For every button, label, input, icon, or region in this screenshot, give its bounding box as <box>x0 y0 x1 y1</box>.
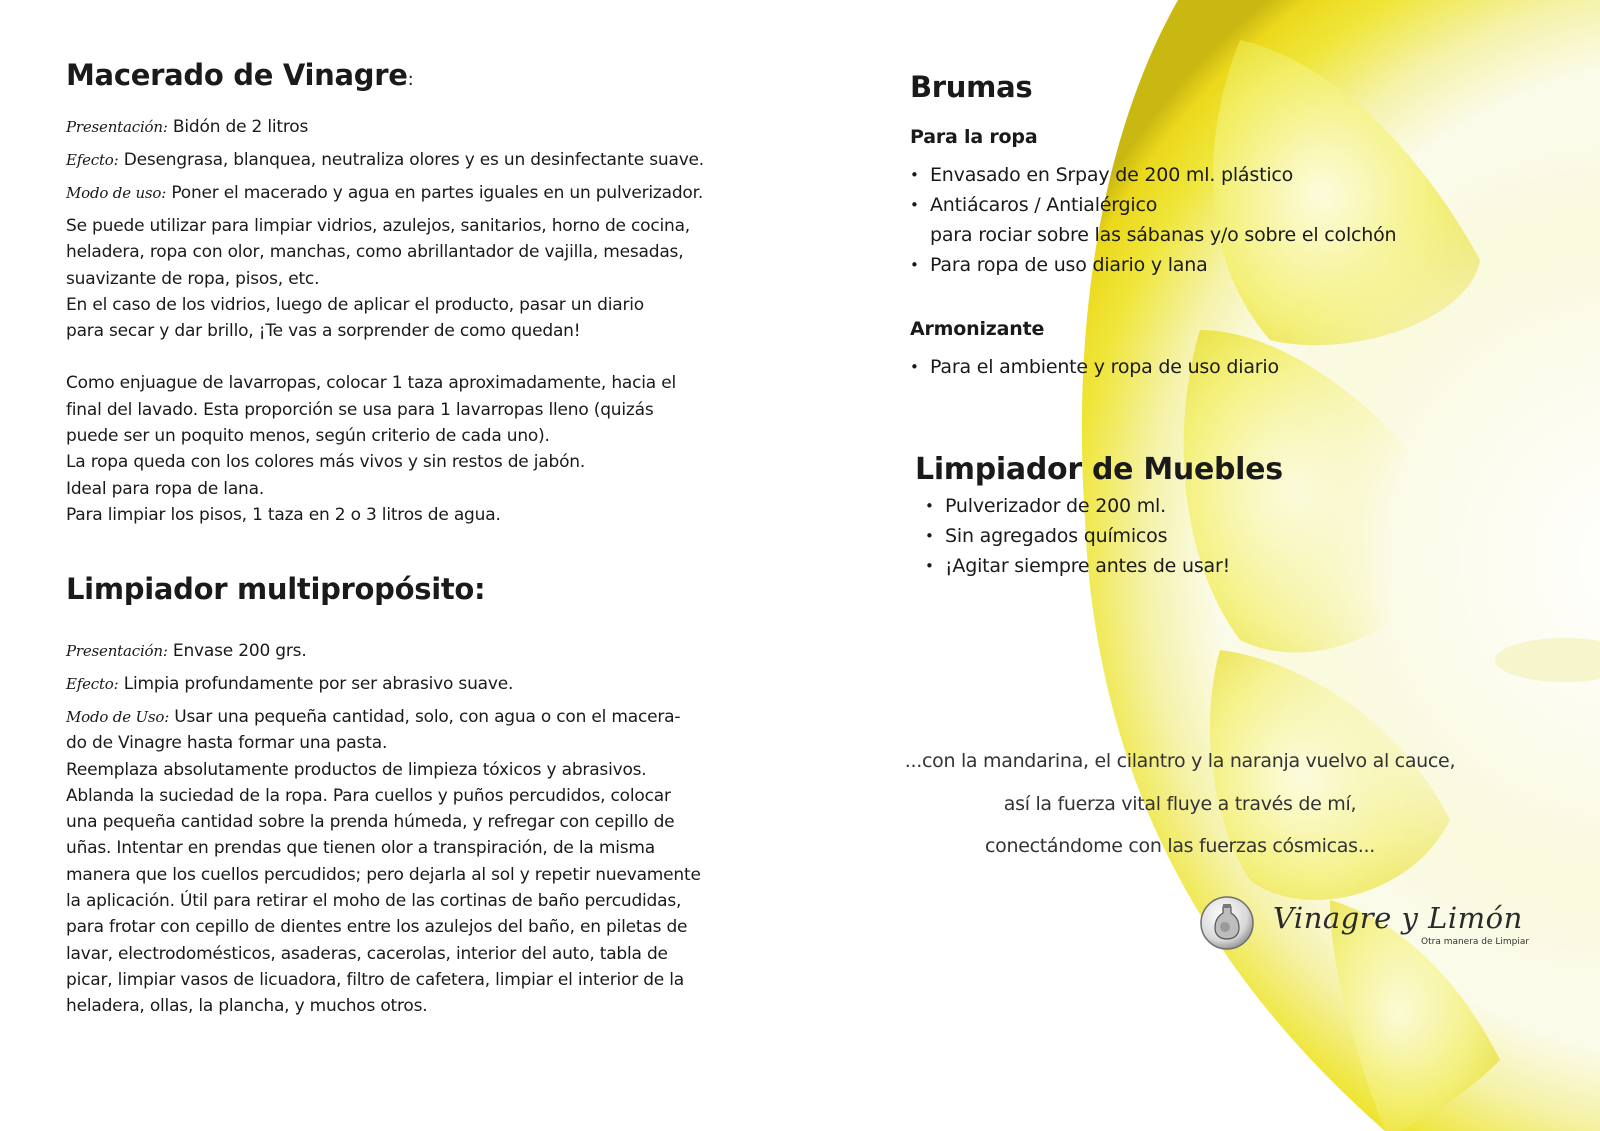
text-line: para frotar con cepillo de dientes entre los azulejos del baño, en piletas de <box>66 917 688 938</box>
presentacion-label: Presentación: <box>66 642 168 661</box>
macerado-presentacion <box>66 114 766 140</box>
muebles-section <box>915 452 1535 581</box>
text-line: heladera, ropa con olor, manchas, como abrillantador de vajilla, mesadas, <box>66 242 684 263</box>
macerado-modo <box>66 180 766 206</box>
text-line: una pequeña cantidad sobre la prenda húmeda, y refregar con cepillo de <box>66 812 675 833</box>
text-line: Reemplaza absolutamente productos de limpieza tóxicos y abrasivos. <box>66 759 647 780</box>
list-item: • Pulverizador de 200 ml. <box>925 491 1535 521</box>
left-column <box>66 58 766 1020</box>
text-line: suavizante de ropa, pisos, etc. <box>66 268 320 289</box>
multi-presentacion <box>66 638 766 664</box>
presentacion-value: Envase 200 grs. <box>172 641 307 662</box>
multiproposito-fields <box>66 638 766 730</box>
multi-efecto <box>66 671 766 697</box>
list-item-continuation: para rociar sobre las sábanas y/o sobre el colchón <box>930 224 1397 246</box>
text-line: Ideal para ropa de lana. <box>66 478 265 499</box>
text-line: Se puede utilizar para limpiar vidrios, azulejos, sanitarios, horno de cocina, <box>66 216 691 236</box>
list-item: • ¡Agitar siempre antes de usar! <box>925 551 1535 581</box>
text-line: Como enjuague de lavarropas, colocar 1 taza aproximadamente, hacia el <box>66 373 677 394</box>
text-line: lavar, electrodomésticos, asaderas, cacerolas, interior del auto, tabla de <box>66 943 668 964</box>
text-line: Para limpiar los pisos, 1 taza en 2 o 3 litros de agua. <box>66 504 501 525</box>
list-item: • Antiácaros / Antialérgico <box>910 190 1530 220</box>
text-line: La ropa queda con los colores más vivos y sin restos de jabón. <box>66 452 586 473</box>
quote-line: así la fuerza vital fluye a través de mí, <box>1003 792 1357 815</box>
text-line: uñas. Intentar en prendas que tienen olor a transpiración, de la misma <box>66 838 655 859</box>
ropa-list <box>910 160 1530 280</box>
quote-line: ...con la mandarina, el cilantro y la naranja vuelvo al cauce, <box>904 750 1456 772</box>
brand-logo <box>1199 895 1539 955</box>
list-item: • Para el ambiente y ropa de uso diario <box>910 352 1530 382</box>
text-line: heladera, ollas, la plancha, y muchos otros. <box>66 996 428 1017</box>
armonizante-title: Armonizante <box>910 318 1045 340</box>
list-item: • Para ropa de uso diario y lana <box>910 250 1530 280</box>
armonizante-list <box>910 352 1530 382</box>
text-line: En el caso de los vidrios, luego de aplicar el producto, pasar un diario <box>66 294 644 315</box>
multi-modo <box>66 704 766 730</box>
right-column <box>910 70 1530 382</box>
text-line: manera que los cuellos percudidos; pero dejarla al sol y repetir nuevamente <box>66 864 701 885</box>
macerado-title: Macerado de Vinagre: <box>66 58 414 92</box>
macerado-fields <box>66 114 766 206</box>
macerado-efecto <box>66 147 766 173</box>
modo-label: Modo de uso: <box>66 184 167 202</box>
efecto-label: Efecto: <box>66 675 119 694</box>
efecto-value: Desengrasa, blanquea, neutraliza olores y es un desinfectante suave. <box>123 150 705 170</box>
macerado-usage-text <box>66 213 766 528</box>
text-line: la aplicación. Útil para retirar el moho de las cortinas de baño percudidas, <box>66 891 682 912</box>
efecto-value: Limpia profundamente por ser abrasivo suave. <box>123 674 514 695</box>
text-line: para secar y dar brillo, ¡Te vas a sorprender de como quedan! <box>66 321 581 342</box>
modo-value: Usar una pequeña cantidad, solo, con agua o con el macera- <box>174 707 681 728</box>
list-item: • Sin agregados químicos <box>925 521 1535 551</box>
text-line: puede ser un poquito menos, según criterio de cada uno). <box>66 426 550 447</box>
multiproposito-section <box>66 572 766 1019</box>
quote-line: conectándome con las fuerzas cósmicas... <box>985 835 1375 857</box>
text-line: do de Vinagre hasta formar una pasta. <box>66 733 388 754</box>
presentacion-value: Bidón de 2 litros <box>172 117 309 137</box>
brand-name: Vinagre y Limón <box>1273 901 1523 935</box>
quote-block <box>880 740 1480 868</box>
modo-label: Modo de Uso: <box>66 708 170 727</box>
brumas-title: Brumas <box>910 70 1033 104</box>
title-colon: : <box>407 69 414 90</box>
text-line: Ablanda la suciedad de la ropa. Para cuellos y puños percudidos, colocar <box>66 785 671 806</box>
efecto-label: Efecto: <box>66 151 119 169</box>
muebles-list <box>915 491 1535 581</box>
presentacion-label: Presentación: <box>66 118 168 136</box>
brand-tagline: Otra manera de Limpiar <box>1421 937 1530 947</box>
muebles-title: Limpiador de Muebles <box>915 452 1283 487</box>
multi-usage-text <box>66 730 766 1019</box>
bottle-emblem-icon <box>1199 895 1255 951</box>
list-item: • Envasado en Srpay de 200 ml. plástico <box>910 160 1530 190</box>
text-line: picar, limpiar vasos de licuadora, filtro de cafetera, limpiar el interior de la <box>66 969 685 990</box>
modo-value: Poner el macerado y agua en partes iguales en un pulverizador. <box>171 183 704 203</box>
text-line: final del lavado. Esta proporción se usa para 1 lavarropas lleno (quizás <box>66 399 654 420</box>
para-la-ropa-title: Para la ropa <box>910 126 1038 148</box>
multiproposito-title: Limpiador multipropósito: <box>66 572 486 607</box>
